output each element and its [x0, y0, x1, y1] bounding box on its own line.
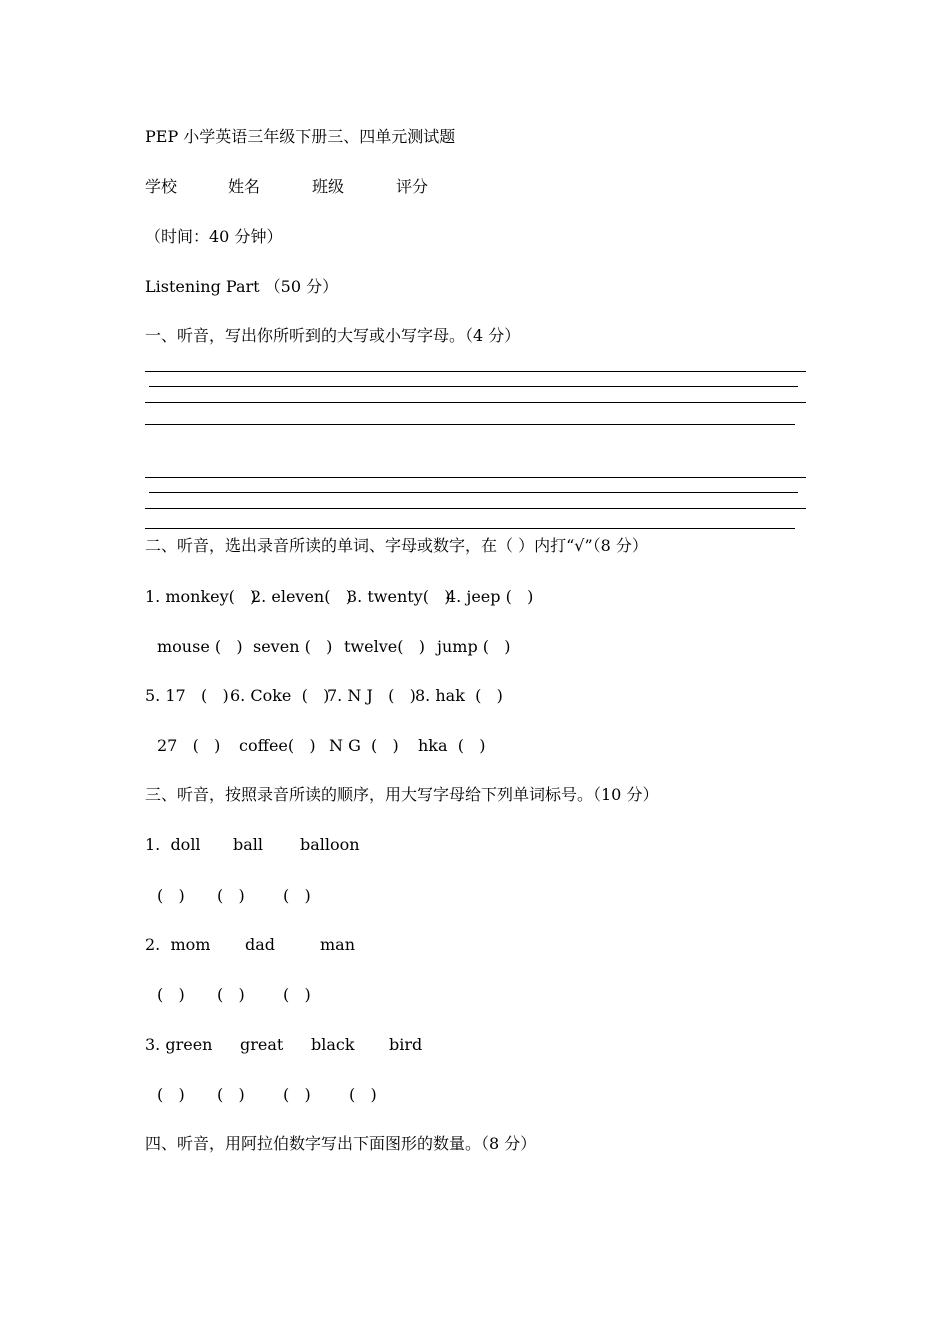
q3-word: ball — [233, 835, 264, 854]
q3-blank[interactable]: ( ) — [157, 1085, 185, 1104]
q3-blank[interactable]: ( ) — [157, 886, 185, 905]
answer-line[interactable] — [145, 508, 806, 509]
answer-line[interactable] — [145, 424, 795, 425]
q3-word: bird — [389, 1035, 423, 1054]
page-title: PEP 小学英语三年级下册三、四单元测试题 — [145, 127, 456, 146]
answer-line[interactable] — [145, 477, 806, 478]
q2-option[interactable]: 7. N J ( ) — [327, 686, 416, 705]
q2-option[interactable]: mouse ( ) — [157, 637, 243, 656]
q3-word: dad — [245, 935, 276, 954]
answer-line[interactable] — [149, 386, 798, 387]
q3-blank[interactable]: ( ) — [283, 1085, 311, 1104]
q3-blank[interactable]: ( ) — [283, 886, 311, 905]
q3-word: 2. mom — [145, 935, 211, 954]
answer-line[interactable] — [149, 492, 798, 493]
school-label: 学校 — [145, 177, 178, 196]
q4-title: 四、听音，用阿拉伯数字写出下面图形的数量。（8 分） — [145, 1134, 537, 1153]
class-label: 班级 — [312, 177, 345, 196]
q3-blank[interactable]: ( ) — [217, 1085, 245, 1104]
q2-option[interactable]: 27 ( ) — [157, 736, 221, 755]
q3-word: great — [240, 1035, 284, 1054]
q2-option[interactable]: 3. twenty( ) — [347, 587, 451, 606]
q2-option[interactable]: hka ( ) — [418, 736, 486, 755]
q3-title: 三、听音，按照录音所读的顺序，用大写字母给下列单词标号。（10 分） — [145, 785, 659, 804]
q2-option[interactable]: N G ( ) — [329, 736, 399, 755]
q3-blank[interactable]: ( ) — [217, 985, 245, 1004]
listening-header: Listening Part （50 分） — [145, 277, 339, 296]
time-note: （时间：40 分钟） — [145, 227, 283, 246]
q3-blank[interactable]: ( ) — [283, 985, 311, 1004]
name-label: 姓名 — [228, 177, 261, 196]
q3-word: man — [320, 935, 356, 954]
q2-option[interactable]: 4. jeep ( ) — [446, 587, 534, 606]
q3-word: 1. doll — [145, 835, 201, 854]
q3-blank[interactable]: ( ) — [217, 886, 245, 905]
answer-line[interactable] — [145, 371, 806, 372]
q3-word: 3. green — [145, 1035, 213, 1054]
answer-line[interactable] — [145, 528, 795, 529]
q3-blank[interactable]: ( ) — [157, 985, 185, 1004]
q2-option[interactable]: 2. eleven( ) — [251, 587, 352, 606]
q2-option[interactable]: 8. hak ( ) — [415, 686, 503, 705]
q3-word: balloon — [300, 835, 360, 854]
q2-option[interactable]: jump ( ) — [437, 637, 511, 656]
q2-option[interactable]: 5. 17 ( ) — [145, 686, 229, 705]
q3-word: black — [311, 1035, 355, 1054]
q1-title: 一、听音，写出你所听到的大写或小写字母。（4 分） — [145, 326, 521, 345]
answer-line[interactable] — [145, 402, 806, 403]
q2-option[interactable]: 6. Coke ( ) — [230, 686, 330, 705]
score-label: 评分 — [396, 177, 429, 196]
q2-option[interactable]: twelve( ) — [344, 637, 425, 656]
q3-blank[interactable]: ( ) — [349, 1085, 377, 1104]
q2-title: 二、听音，选出录音所读的单词、字母或数字，在（ ）内打“√”（8 分） — [145, 536, 648, 555]
q2-option[interactable]: seven ( ) — [253, 637, 333, 656]
q2-option[interactable]: 1. monkey( ) — [145, 587, 257, 606]
q2-option[interactable]: coffee( ) — [239, 736, 316, 755]
